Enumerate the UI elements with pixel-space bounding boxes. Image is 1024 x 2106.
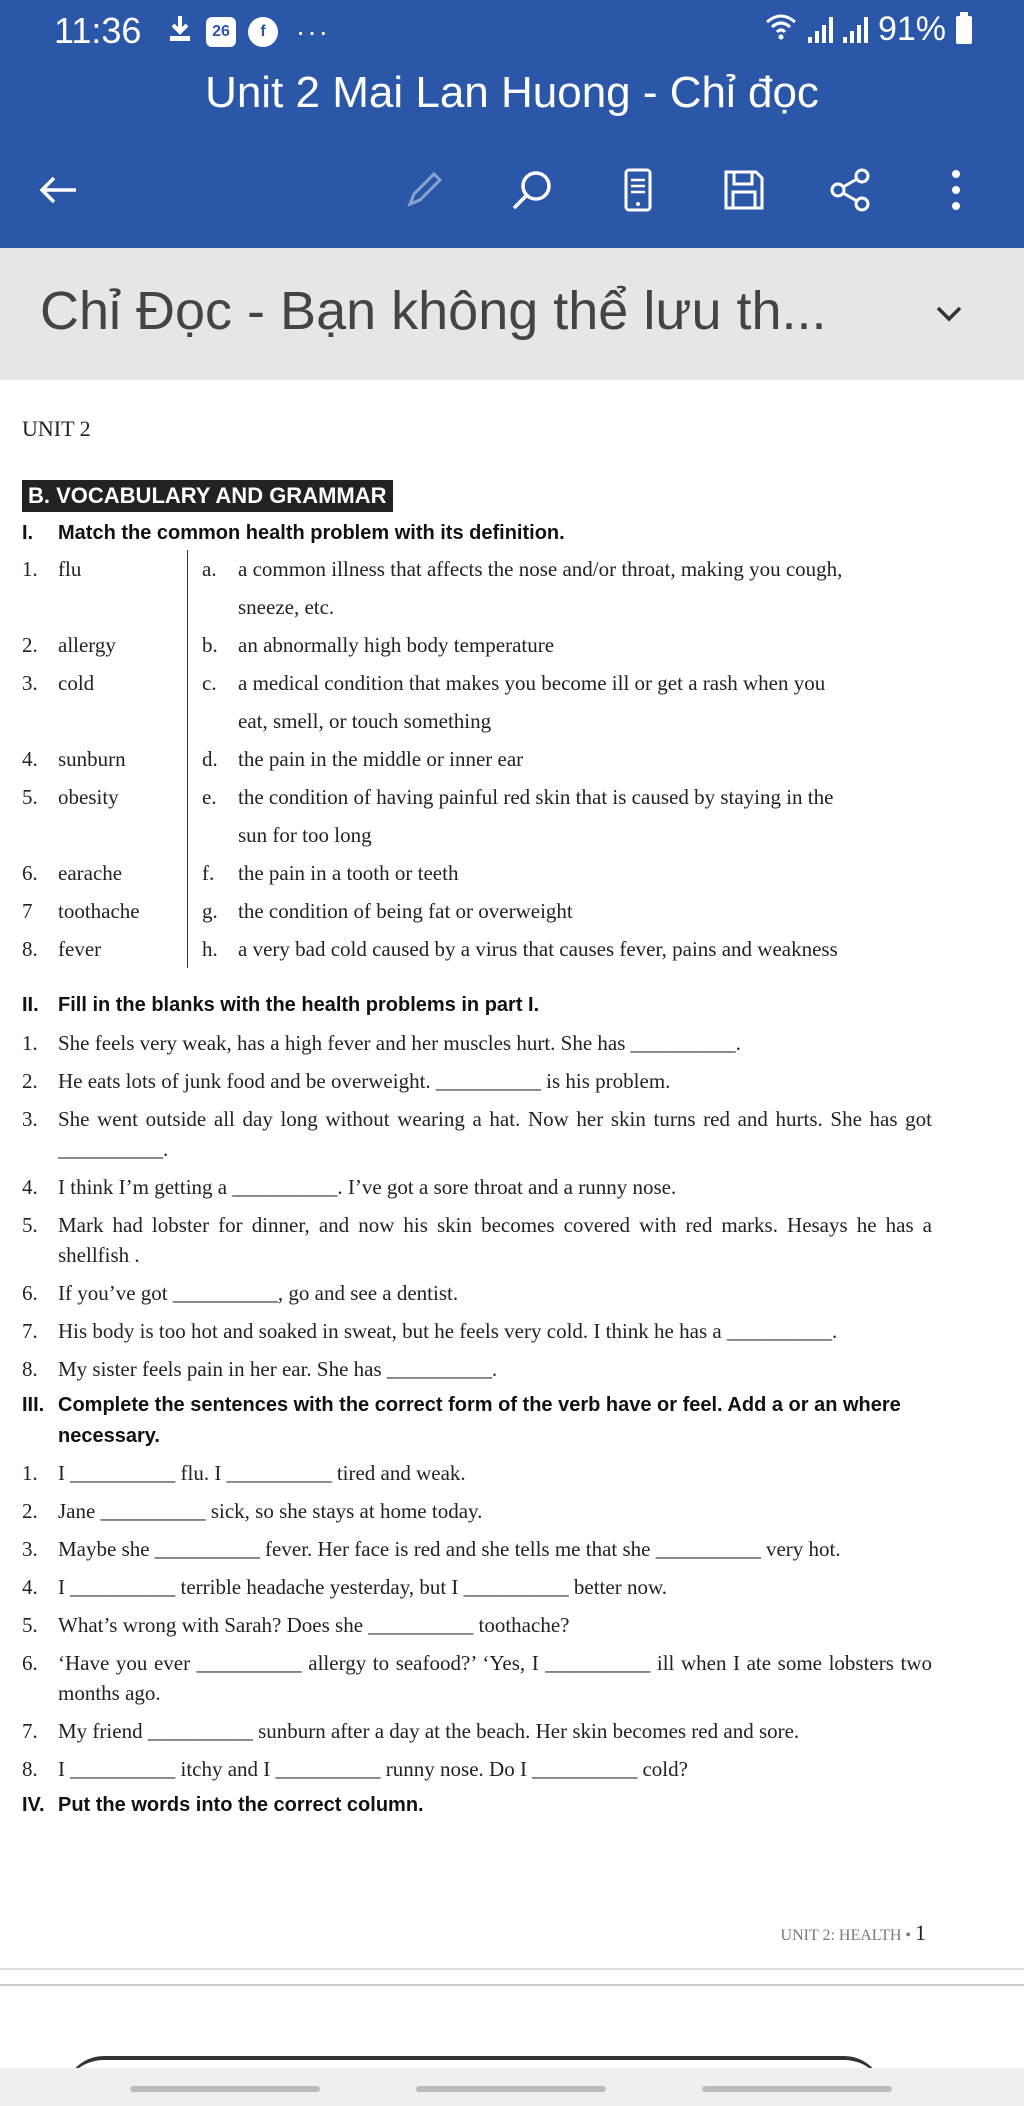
list-item [22, 1606, 932, 1644]
item-text: I __________ flu. I __________ tired and weak. [58, 1461, 466, 1485]
facebook-icon: f [248, 17, 278, 47]
match-word: earache [58, 854, 188, 892]
match-letter: g. [202, 899, 218, 923]
section-3-title-cont: necessary. [58, 1425, 160, 1447]
item-number: 6. [22, 1281, 38, 1305]
item-number: 7. [22, 1719, 38, 1743]
match-number: 4. [22, 747, 38, 771]
match-definition: the condition of having painful red skin that is caused by staying in the [238, 785, 834, 809]
item-number: 8. [22, 1357, 38, 1381]
section-2-heading [22, 994, 539, 1017]
match-number: 6. [22, 861, 38, 885]
nav-recents-button[interactable] [130, 2086, 320, 2092]
match-word: sunburn [58, 740, 188, 778]
match-row [22, 550, 942, 588]
match-definition: a medical condition that makes you become ill or get a rash when you [238, 671, 826, 695]
item-text: He eats lots of junk food and be overweight. __________ is his problem. [58, 1069, 671, 1093]
match-row [22, 740, 942, 778]
match-definition: the condition of being fat or overweight [238, 899, 573, 923]
list-item [22, 1062, 932, 1100]
list-item [22, 1274, 932, 1312]
item-text: His body is too hot and soaked in sweat, but he feels very cold. I think he has a __________. [58, 1319, 838, 1343]
toolbar [0, 150, 1024, 230]
status-right [764, 10, 972, 49]
app-header [0, 0, 1024, 248]
battery-percent: 91% [877, 10, 946, 48]
list-item [22, 1024, 932, 1062]
match-word: flu [58, 550, 188, 588]
divider [0, 1984, 1024, 1986]
back-arrow-icon [34, 166, 82, 214]
match-number: 5. [22, 785, 38, 809]
list-item [22, 1454, 932, 1492]
item-text: I __________ itchy and I __________ runny nose. Do I __________ cold? [58, 1757, 688, 1781]
item-number: 4. [22, 1575, 38, 1599]
match-definition-cont: sneeze, etc. [238, 595, 335, 619]
page-number: 1 [915, 1920, 926, 1945]
match-row [22, 664, 942, 702]
battery-icon [956, 16, 972, 44]
item-text: She went outside all day long without wearing a hat. Now her skin turns red and hurts. She has got __________. [58, 1107, 932, 1161]
match-letter: f. [202, 861, 215, 885]
matching-table [22, 550, 942, 968]
match-definition: the pain in a tooth or teeth [238, 861, 459, 885]
section-4-number: IV. [22, 1794, 45, 1816]
section-3-title: Complete the sentences with the correct form of the verb have or feel. Add a or an where [58, 1394, 901, 1416]
list-item [22, 1644, 932, 1712]
item-number: 8. [22, 1757, 38, 1781]
chevron-down-icon[interactable] [924, 288, 974, 338]
match-letter: e. [202, 785, 217, 809]
match-row [22, 854, 942, 892]
mobile-view-icon [614, 166, 662, 214]
match-row-continuation [22, 816, 942, 854]
back-button[interactable] [30, 162, 86, 218]
item-text: Jane __________ sick, so she stays at home today. [58, 1499, 483, 1523]
match-word: cold [58, 664, 188, 702]
wifi-icon [764, 10, 798, 49]
status-bar [0, 0, 1024, 62]
match-number: 1. [22, 557, 38, 581]
section-1-title: Match the common health problem with its definition. [58, 522, 565, 544]
item-number: 2. [22, 1499, 38, 1523]
section-1-number: I. [22, 522, 34, 544]
item-number: 4. [22, 1175, 38, 1199]
save-icon [720, 166, 768, 214]
list-item [22, 1492, 932, 1530]
system-nav-bar [0, 2068, 1024, 2106]
item-text: Maybe she __________ fever. Her face is red and she tells me that she __________ very hot. [58, 1537, 841, 1561]
item-text: ‘Have you ever __________ allergy to seafood?’ ‘Yes, I __________ ill when I ate some lobsters two months ago. [58, 1651, 932, 1705]
match-definition-cont: eat, smell, or touch something [238, 709, 492, 733]
match-word: toothache [58, 892, 188, 930]
match-row [22, 626, 942, 664]
item-number: 3. [22, 1537, 38, 1561]
match-word: obesity [58, 778, 188, 816]
match-word: fever [58, 930, 188, 968]
fill-blanks-list [22, 1024, 932, 1388]
list-item [22, 1168, 932, 1206]
match-letter: a. [202, 557, 217, 581]
calendar-badge-icon: 26 [206, 17, 236, 47]
page-footer [781, 1920, 926, 1946]
section-3-number: III. [22, 1394, 45, 1416]
download-icon [166, 14, 194, 49]
item-text: If you’ve got __________, go and see a dentist. [58, 1281, 459, 1305]
item-number: 1. [22, 1461, 38, 1485]
match-definition: a common illness that affects the nose and/or throat, making you cough, [238, 557, 843, 581]
section-3-heading [22, 1390, 942, 1452]
list-item [22, 1530, 932, 1568]
mobile-view-button[interactable] [610, 162, 666, 218]
match-definition-cont: sun for too long [238, 823, 372, 847]
match-letter: h. [202, 937, 218, 961]
item-text: My sister feels pain in her ear. She has __________. [58, 1357, 498, 1381]
list-item [22, 1350, 932, 1388]
save-button[interactable] [716, 162, 772, 218]
nav-home-button[interactable] [416, 2086, 606, 2092]
banner-text: Chỉ Đọc - Bạn không thể lưu th... [40, 281, 827, 341]
match-definition: a very bad cold caused by a virus that causes fever, pains and weakness [238, 937, 838, 961]
match-letter: b. [202, 633, 218, 657]
item-number: 5. [22, 1213, 38, 1237]
list-item [22, 1712, 932, 1750]
search-icon [508, 166, 556, 214]
item-number: 3. [22, 1107, 38, 1131]
list-item [22, 1206, 932, 1274]
signal-1-icon [808, 17, 833, 43]
more-button[interactable] [928, 162, 984, 218]
document-title: Unit 2 Mai Lan Huong - Chỉ đọc [205, 68, 819, 117]
list-item [22, 1568, 932, 1606]
nav-back-button[interactable] [702, 2086, 892, 2092]
match-letter: d. [202, 747, 218, 771]
edit-button[interactable] [396, 162, 452, 218]
status-time: 11:36 [54, 10, 142, 51]
share-icon [826, 166, 874, 214]
more-vertical-icon [932, 166, 980, 214]
match-row-continuation [22, 588, 942, 626]
signal-2-icon [843, 17, 868, 43]
section-b-heading: B. VOCABULARY AND GRAMMAR [22, 480, 393, 512]
section-2-number: II. [22, 994, 39, 1016]
match-definition: the pain in the middle or inner ear [238, 747, 524, 771]
item-number: 7. [22, 1319, 38, 1343]
complete-sentences-list [22, 1454, 932, 1788]
search-button[interactable] [504, 162, 560, 218]
document-page [0, 380, 1024, 1970]
item-number: 6. [22, 1651, 38, 1675]
section-4-title: Put the words into the correct column. [58, 1794, 424, 1816]
match-number: 8. [22, 937, 38, 961]
notification-icons [166, 14, 330, 49]
section-2-title: Fill in the blanks with the health problems in part I. [58, 994, 540, 1016]
pen-icon [400, 166, 448, 214]
more-notifications: ··· [296, 15, 330, 47]
item-text: I think I’m getting a __________. I’ve got a sore throat and a runny nose. [58, 1175, 677, 1199]
item-number: 1. [22, 1031, 38, 1055]
section-1-heading [22, 522, 565, 545]
unit-label: UNIT 2 [22, 416, 91, 441]
item-number: 2. [22, 1069, 38, 1093]
match-definition: an abnormally high body temperature [238, 633, 555, 657]
share-button[interactable] [822, 162, 878, 218]
list-item [22, 1312, 932, 1350]
item-text: What’s wrong with Sarah? Does she __________ toothache? [58, 1613, 570, 1637]
footer-label: UNIT 2: HEALTH • [780, 1927, 911, 1944]
list-item [22, 1100, 932, 1168]
item-text: My friend __________ sunburn after a day at the beach. Her skin becomes red and sore. [58, 1719, 800, 1743]
match-letter: c. [202, 671, 217, 695]
match-row [22, 892, 942, 930]
match-row [22, 930, 942, 968]
item-text: I __________ terrible headache yesterday, but I __________ better now. [58, 1575, 668, 1599]
read-only-banner[interactable] [0, 248, 1024, 380]
item-number: 5. [22, 1613, 38, 1637]
list-item [22, 1750, 932, 1788]
match-row [22, 778, 942, 816]
match-row-continuation [22, 702, 942, 740]
match-number: 3. [22, 671, 38, 695]
item-text: Mark had lobster for dinner, and now his skin becomes covered with red marks. Hesays he has a shellfish . [58, 1213, 932, 1267]
match-number: 2. [22, 633, 38, 657]
item-text: She feels very weak, has a high fever and her muscles hurt. She has __________. [58, 1031, 741, 1055]
section-4-heading [22, 1794, 424, 1817]
match-number: 7 [22, 899, 33, 923]
match-word: allergy [58, 626, 188, 664]
